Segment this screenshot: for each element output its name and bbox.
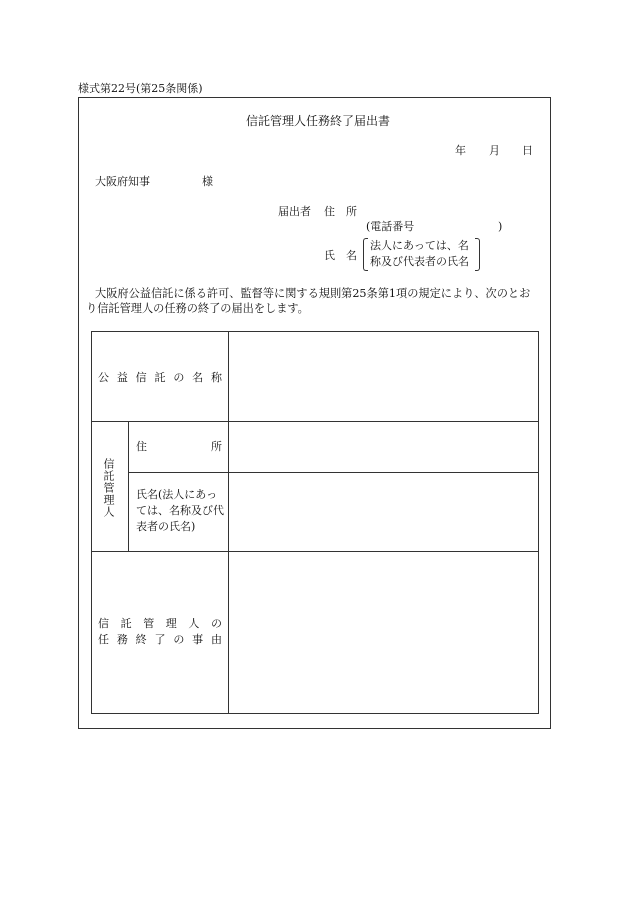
- trustee-name-label-line3: 表者の氏名): [136, 520, 196, 533]
- name-note-bracket-left: [363, 238, 368, 271]
- addressee-name: 大阪府知事: [95, 175, 150, 188]
- trustee-name-label-line1: 氏名(法人にあっ: [136, 488, 218, 501]
- date-year-label: 年: [455, 144, 466, 157]
- trustee-name-label-line2: ては、名称及び代: [136, 504, 224, 517]
- date-day-label: 日: [522, 144, 533, 157]
- applicant-name-note-line1: 法人にあっては、名: [370, 239, 469, 252]
- applicant-name-label: 氏 名: [324, 249, 357, 262]
- reason-label-line1: 信 託 管 理 人 の: [98, 617, 222, 630]
- reason-label-line2: 任 務 終 了 の 事 由: [98, 633, 222, 646]
- table-row-divider-1: [91, 421, 539, 422]
- name-note-bracket-right: [475, 238, 480, 271]
- form-number: 様式第22号(第25条関係): [78, 82, 203, 95]
- addressee-honorific: 様: [202, 175, 213, 188]
- document-title: 信託管理人任務終了届出書: [246, 114, 391, 128]
- applicant-phone-label: (電話番号: [366, 220, 415, 233]
- date-month-label: 月: [489, 144, 500, 157]
- table-row-divider-3: [91, 551, 539, 552]
- table-column-divider: [228, 331, 229, 714]
- trustee-address-label: 住: [136, 440, 147, 453]
- applicant-phone-close: ): [498, 220, 503, 233]
- applicant-label: 届出者: [278, 205, 311, 218]
- trust-name-label: 公 益 信 託 の 名 称: [98, 371, 222, 384]
- table-row-divider-2: [128, 472, 539, 473]
- body-text-line1: 大阪府公益信託に係る許可、監督等に関する規則第25条第1項の規定により、次のとお: [95, 287, 531, 300]
- trustee-group-label: 信託管理人: [102, 458, 115, 518]
- body-text-line2: り信託管理人の任務の終了の届出をします。: [86, 302, 309, 315]
- applicant-name-note-line2: 称及び代表者の氏名: [370, 255, 469, 268]
- applicant-address-label: 住 所: [324, 205, 357, 218]
- trustee-group-divider: [128, 421, 129, 551]
- trustee-address-label-end: 所: [211, 440, 222, 453]
